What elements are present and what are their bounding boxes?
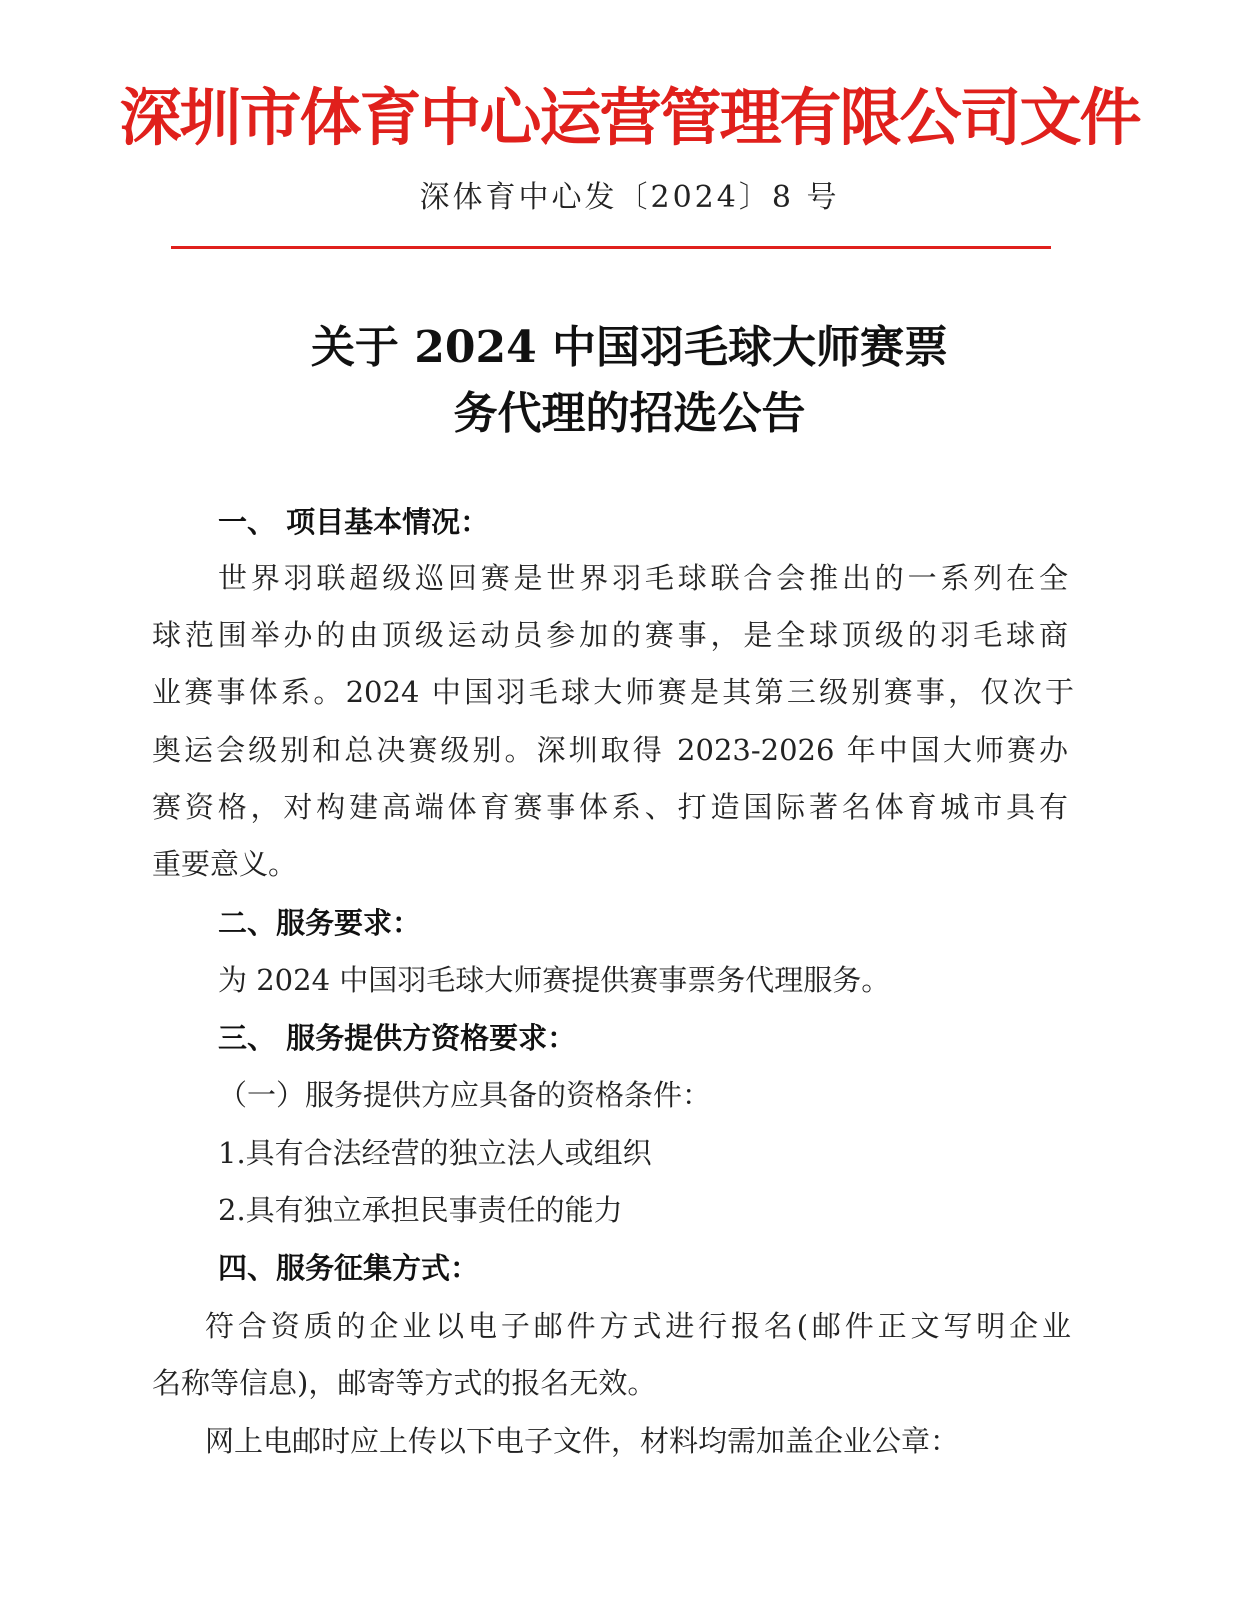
qualification-item: 2.具有独立承担民事责任的能力 [218,1193,623,1227]
section-1-line: 业赛事体系。2024 中国羽毛球大师赛是其第三级别赛事，仅次于 [152,675,1074,709]
notice-title-line-1: 关于 2024 中国羽毛球大师赛票 [310,322,949,373]
section-1-line: 世界羽联超级巡回赛是世界羽毛球联合会推出的一系列在全 [218,561,1068,595]
section-1-line: 奥运会级别和总决赛级别。深圳取得 2023-2026 年中国大师赛办 [152,733,1068,767]
issuing-org-title: 深圳市体育中心运营管理有限公司文件 [119,81,1140,154]
section-1-line: 重要意义。 [152,847,298,881]
section-4-line: 名称等信息)，邮寄等方式的报名无效。 [152,1366,657,1400]
section-2-text: 为 2024 中国羽毛球大师赛提供赛事票务代理服务。 [218,963,891,997]
qualification-item: 1.具有合法经营的独立法人或组织 [218,1136,652,1170]
red-divider [171,246,1051,249]
section-1-line: 球范围举办的由顶级运动员参加的赛事，是全球顶级的羽毛球商 [152,618,1068,652]
document-number: 深体育中心发〔2024〕8 号 [419,180,840,215]
section-3-heading: 三、 服务提供方资格要求： [218,1021,577,1055]
section-2-heading: 二、服务要求： [218,906,422,940]
section-4-line: 网上电邮时应上传以下电子文件，材料均需加盖企业公章： [205,1424,960,1458]
section-3-subheading: （一）服务提供方应具备的资格条件： [218,1078,712,1112]
section-1-heading: 一、 项目基本情况： [218,505,490,539]
notice-title-line-2: 务代理的招选公告 [453,388,806,439]
section-4-heading: 四、服务征集方式： [218,1251,480,1285]
section-4-line: 符合资质的企业以电子邮件方式进行报名(邮件正文写明企业 [205,1309,1071,1343]
section-1-line: 赛资格，对构建高端体育赛事体系、打造国际著名体育城市具有 [152,790,1068,824]
